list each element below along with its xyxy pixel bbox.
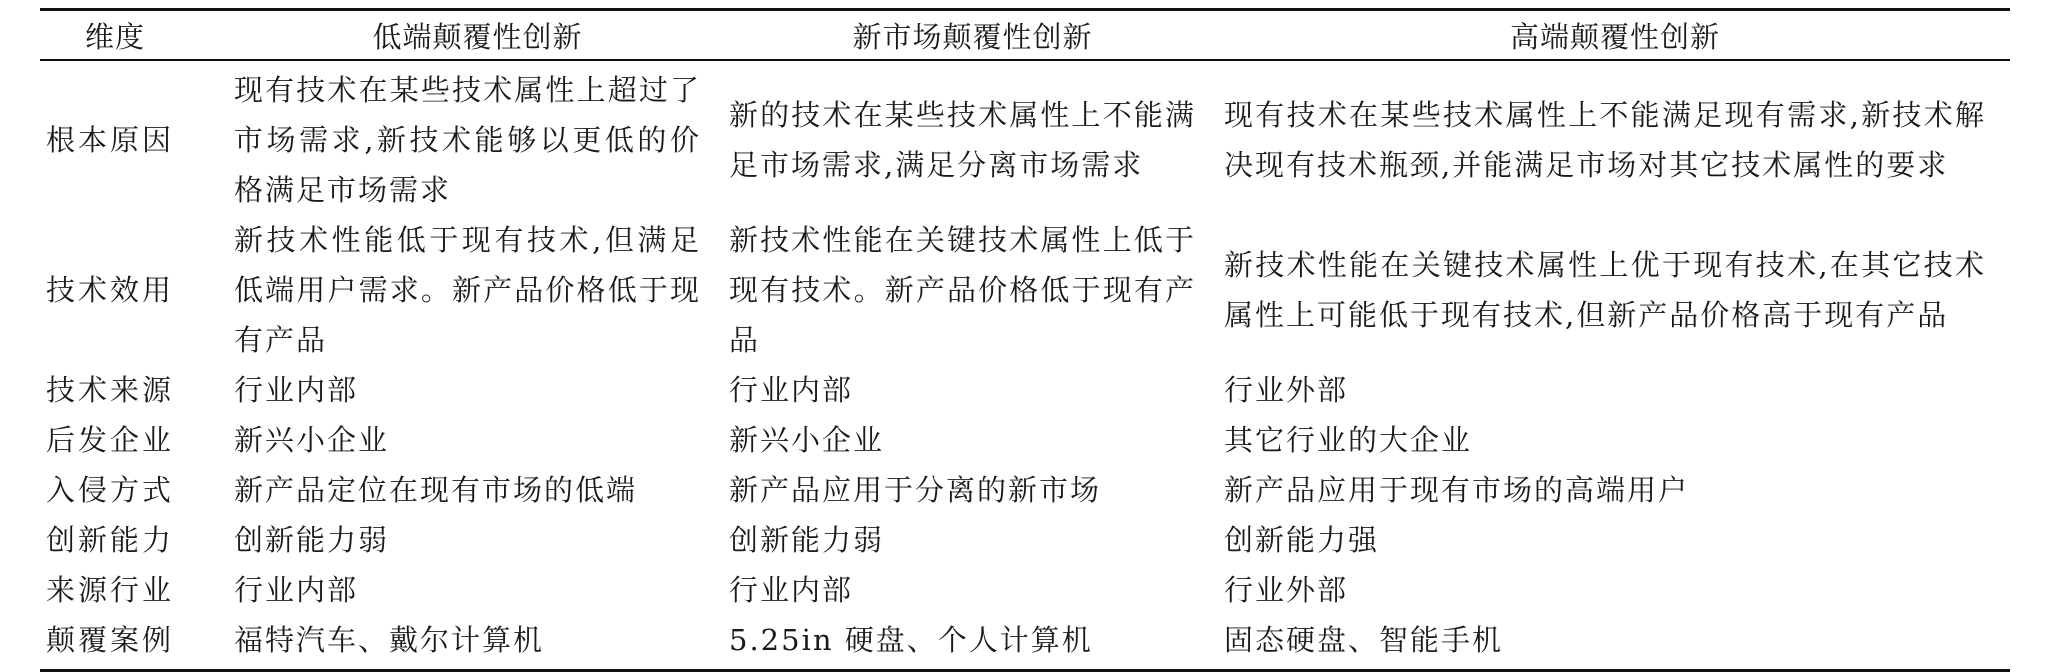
cell-new-market: 新的技术在某些技术属性上不能满足市场需求,满足分离市场需求 [729, 98, 1196, 182]
table-row [40, 465, 2010, 515]
table-row [40, 515, 2010, 565]
cell-new-market: 行业内部 [729, 373, 854, 407]
cell-new-market: 新兴小企业 [729, 423, 885, 457]
cell-low-end: 新产品定位在现有市场的低端 [234, 473, 638, 507]
cell-high-end: 行业外部 [1224, 373, 1349, 407]
cell-high-end: 行业外部 [1224, 573, 1349, 607]
table-row [40, 215, 2010, 365]
row-dimension-label: 技术效用 [46, 273, 175, 307]
table-row [40, 365, 2010, 415]
cell-new-market: 新技术性能在关键技术属性上低于现有技术。新产品价格低于现有产品 [729, 223, 1196, 357]
table-row [40, 565, 2010, 615]
cell-new-market: 行业内部 [729, 573, 854, 607]
table-row [40, 415, 2010, 465]
table-row [40, 60, 2010, 215]
table-header-row [40, 10, 2010, 61]
row-dimension-label: 根本原因 [46, 123, 175, 157]
cell-low-end: 创新能力弱 [234, 523, 390, 557]
cell-high-end: 其它行业的大企业 [1224, 423, 1473, 457]
header-new-market: 新市场颠覆性创新 [725, 10, 1220, 61]
table-row [40, 615, 2010, 671]
cell-low-end: 福特汽车、戴尔计算机 [230, 615, 725, 671]
cell-low-end: 新技术性能低于现有技术,但满足低端用户需求。新产品价格低于现有产品 [234, 223, 701, 357]
cell-high-end: 新产品应用于现有市场的高端用户 [1224, 473, 1690, 507]
header-low-end: 低端颠覆性创新 [230, 10, 725, 61]
cell-low-end: 新兴小企业 [234, 423, 390, 457]
cell-low-end: 行业内部 [234, 573, 359, 607]
row-dimension-label: 来源行业 [46, 573, 175, 607]
cell-high-end: 现有技术在某些技术属性上不能满足现有需求,新技术解决现有技术瓶颈,并能满足市场对其它技术属性的要求 [1224, 98, 1986, 182]
cell-new-market: 创新能力弱 [729, 523, 885, 557]
cell-new-market: 新产品应用于分离的新市场 [729, 473, 1102, 507]
cell-low-end: 现有技术在某些技术属性上超过了市场需求,新技术能够以更低的价格满足市场需求 [234, 73, 701, 207]
cell-high-end: 固态硬盘、智能手机 [1220, 615, 2010, 671]
cell-low-end: 行业内部 [234, 373, 359, 407]
comparison-table-container [40, 8, 2010, 672]
cell-new-market: 5.25in 硬盘、个人计算机 [725, 615, 1220, 671]
cell-high-end: 新技术性能在关键技术属性上优于现有技术,在其它技术属性上可能低于现有技术,但新产品价格高于现有产品 [1224, 248, 1986, 332]
row-dimension-label: 技术来源 [46, 373, 175, 407]
row-dimension-label: 创新能力 [46, 523, 175, 557]
header-dimension: 维度 [40, 10, 230, 61]
disruptive-innovation-comparison-table [40, 8, 2010, 672]
cell-high-end: 创新能力强 [1224, 523, 1380, 557]
row-dimension-label: 颠覆案例 [40, 615, 230, 671]
row-dimension-label: 入侵方式 [46, 473, 175, 507]
row-dimension-label: 后发企业 [46, 423, 175, 457]
header-high-end: 高端颠覆性创新 [1220, 10, 2010, 61]
